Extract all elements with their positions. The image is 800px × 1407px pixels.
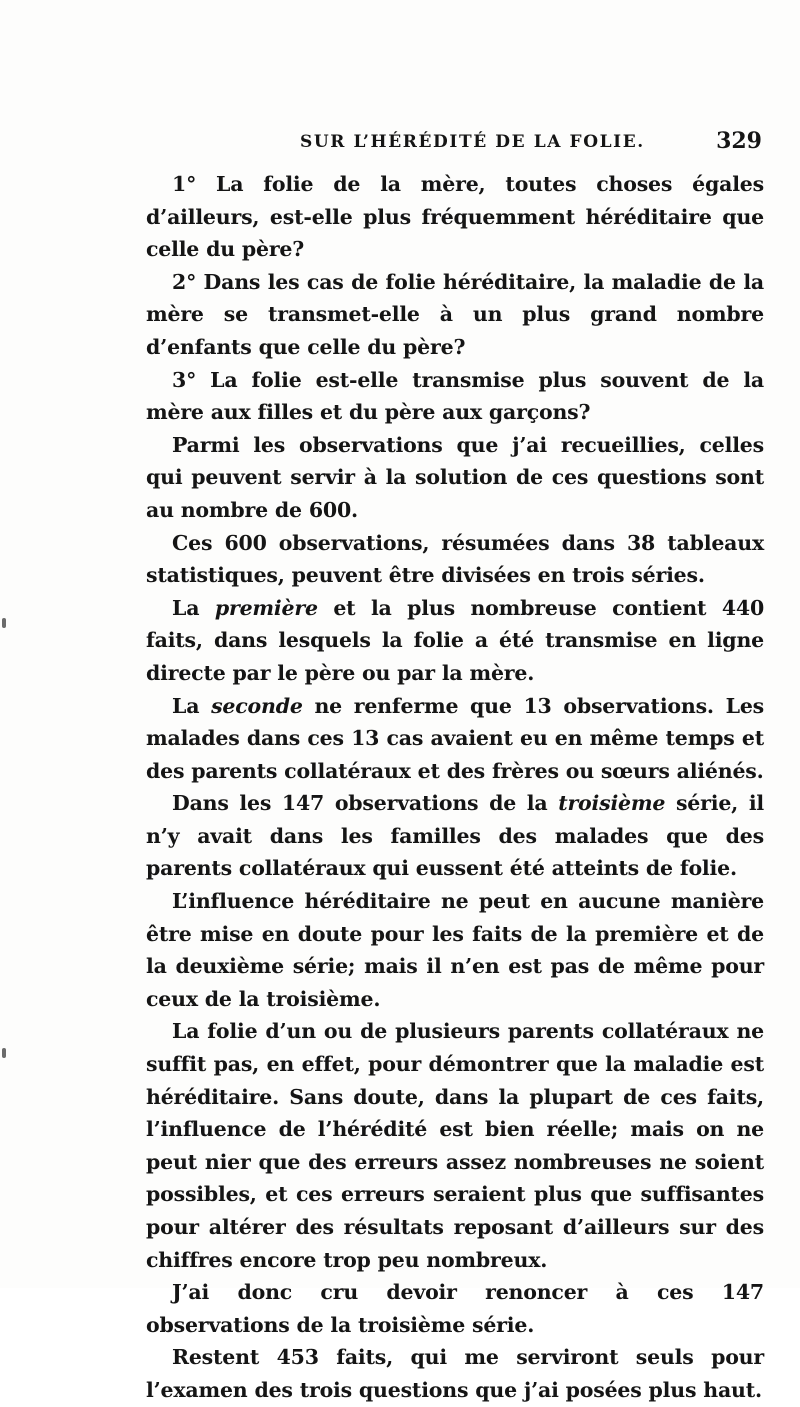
paragraph-hereditary-influence: L’influence héréditaire ne peut en aucune manière être mise en doute pour les faits de la première et de la deuxième série; mais il n’en est pas de même pour ceux de la troisième. [146, 889, 764, 1011]
running-head: SUR L’HÉRÉDITÉ DE LA FOLIE. [300, 132, 645, 152]
page-body [146, 168, 764, 1407]
paragraph-collateral-relatives: La folie d’un ou de plusieurs parents collatéraux ne suffit pas, en effet, pour démontrer que la maladie est héréditaire. Sans doute, dans la plupart de ces faits, l’influence de l’hérédité est bien réelle; mais on ne peut nier que des erreurs assez nombreuses ne soient possibles, et ces erreurs seraient plus que suffisantes pour altérer des résultats reposant d’ailleurs sur des chiffres encore trop peu nombreux. [146, 1019, 764, 1272]
paragraph-remaining-facts: Restent 453 faits, qui me serviront seuls pour l’examen des trois questions que j’ai posées plus haut. [146, 1345, 764, 1402]
paragraph-renounce: J’ai donc cru devoir renoncer à ces 147 observations de la troisième série. [146, 1280, 764, 1337]
paragraph-text: La [172, 595, 215, 620]
paragraph-text: ne renferme que 13 observations. Les malades dans ces 13 cas avaient eu en même temps et des parents collatéraux et des frères ou sœurs aliénés. [146, 693, 765, 783]
paragraph-second-series [146, 690, 764, 788]
page-number: 329 [716, 128, 762, 154]
paragraph-first-series [146, 592, 764, 690]
page-edge-mark [2, 1048, 6, 1058]
paragraph-third-series [146, 787, 764, 885]
emphasis-text: première [214, 595, 318, 620]
page-edge-mark [2, 618, 6, 628]
paragraph-text: Dans les 147 observations de la [172, 791, 559, 816]
emphasis-text: troisième [558, 791, 666, 816]
paragraph-question-1: 1° La folie de la mère, toutes choses égales d’ailleurs, est-elle plus fréquemment héréditaire que celle du père? [146, 172, 764, 262]
paragraph-text: série, il n’y avait dans les familles des malades que des parents collatéraux qui eussent été atteints de folie. [146, 791, 764, 881]
emphasis-text: seconde [211, 693, 303, 718]
paragraph-text: La [172, 693, 212, 718]
page-header [146, 130, 766, 160]
paragraph-question-2: 2° Dans les cas de folie héréditaire, la maladie de la mère se transmet-elle à un plus grand nombre d’enfants que celle du père? [146, 269, 764, 359]
paragraph-series: Ces 600 observations, résumées dans 38 tableaux statistiques, peuvent être divisées en trois séries. [146, 530, 764, 588]
paragraph-text: et la plus nombreuse contient 440 faits, dans lesquels la folie a été transmise en ligne directe par le père ou par la mère. [146, 595, 765, 685]
paragraph-observations: Parmi les observations que j’ai recueillies, celles qui peuvent servir à la solution de ces questions sont au nombre de 600. [146, 432, 764, 522]
paragraph-question-3: 3° La folie est-elle transmise plus souvent de la mère aux filles et du père aux garçons? [146, 367, 764, 425]
